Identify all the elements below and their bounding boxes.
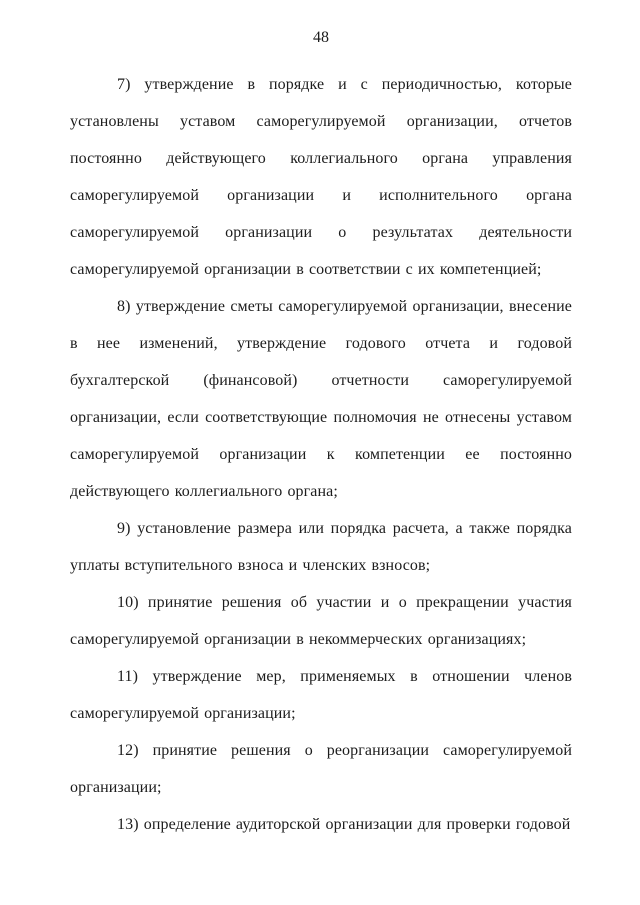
document-body [70,66,572,843]
paragraph-item-8: 8) утверждение сметы саморегулируемой организации, внесение в нее изменений, утверждение годового отчета и годовой бухгалтерской (финансовой) отчетности саморегулируемой организации, если соответствующие полномочия не отнесены уставом саморегулируемой организации к компетенции ее постоянно действующего коллегиального органа; [70,298,572,500]
paragraph-item-10: 10) принятие решения об участии и о прекращении участия саморегулируемой организации в некоммерческих организациях; [70,594,572,648]
paragraph-item-7: 7) утверждение в порядке и с периодичностью, которые установлены уставом саморегулируемой организации, отчетов постоянно действующего коллегиального органа управления саморегулируемой организации и исполнительного органа саморегулируемой организации о результатах деятельности саморегулируемой организации в соответствии с их компетенцией; [70,76,572,278]
paragraph-item-13: 13) определение аудиторской организации для проверки годовой [117,816,571,833]
paragraph-item-11: 11) утверждение мер, применяемых в отношении членов саморегулируемой организации; [70,668,572,722]
paragraph-item-9: 9) установление размера или порядка расчета, а также порядка уплаты вступительного взноса и членских взносов; [70,520,572,574]
page-number: 48 [313,29,329,46]
paragraph-item-12: 12) принятие решения о реорганизации саморегулируемой организации; [70,742,572,796]
